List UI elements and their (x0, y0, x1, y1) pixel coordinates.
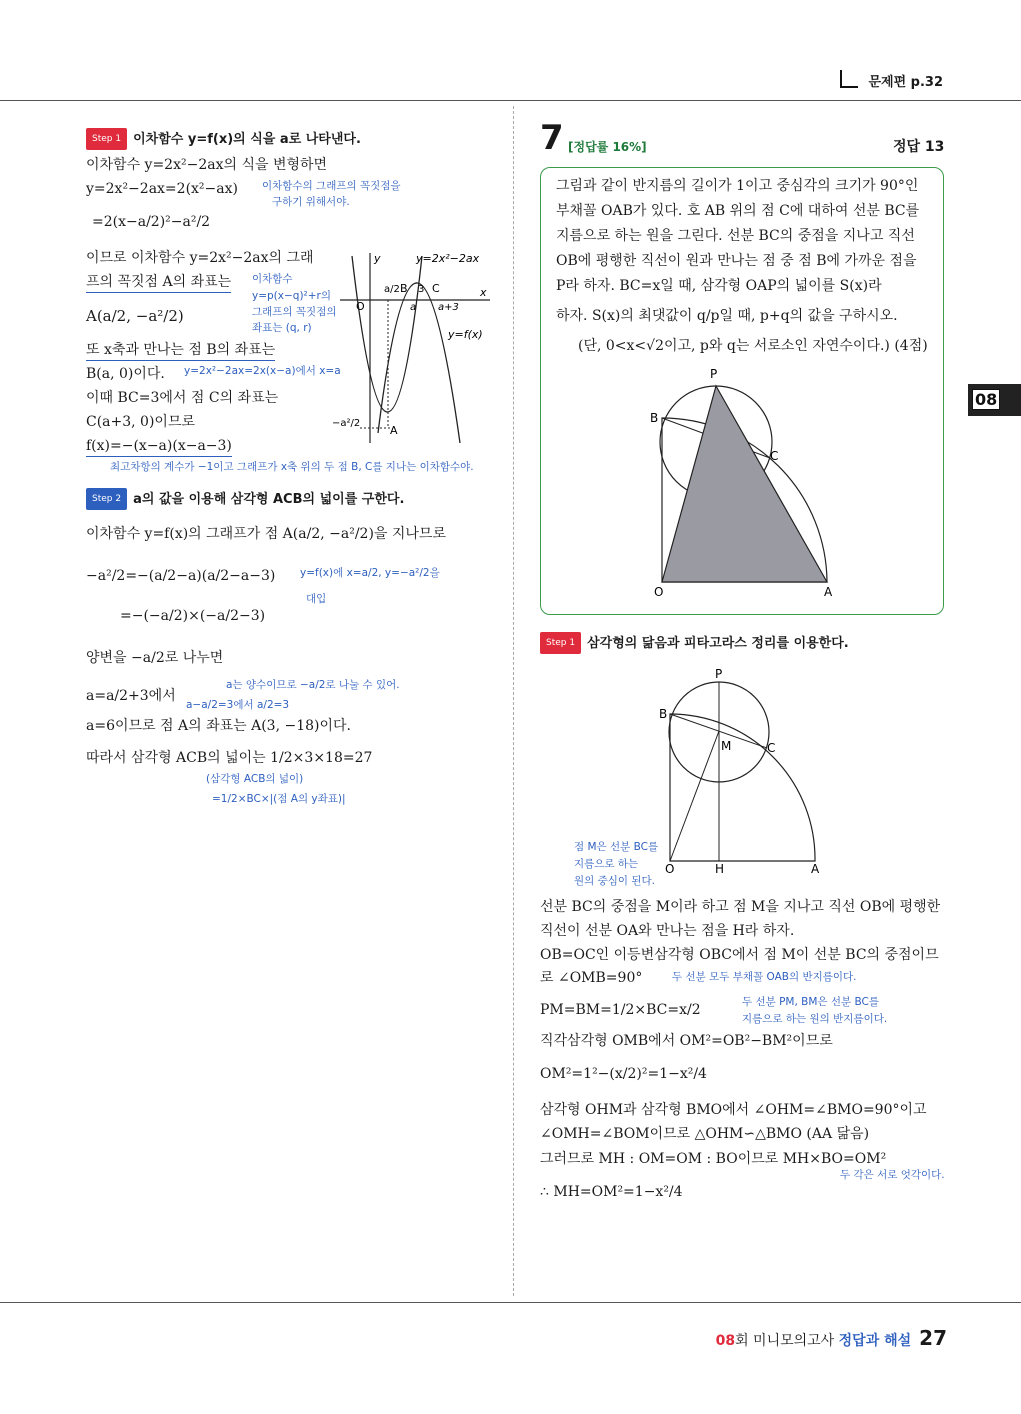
left-step1-heading (86, 128, 361, 150)
a-half-label: a/2 (384, 284, 400, 295)
math-line: 이차함수 y=f(x)의 그래프가 점 A(a/2, −a²/2)을 지나므로 (86, 526, 446, 542)
math-line: 양변을 −a/2로 나누면 (86, 650, 224, 666)
step-badge: Step 2 (86, 488, 127, 510)
problem-line: 지름으로 하는 원을 그린다. 선분 BC의 중점을 지나고 직선 (556, 228, 915, 244)
math-line: 그러므로 MH : OM=OM : BO이므로 MH×BO=OM² (540, 1151, 887, 1167)
math-line: PM=BM=1/2×BC=x/2 (540, 1002, 701, 1018)
math-line: f(x)=−(x−a)(x−a−3) (86, 436, 232, 457)
math-line: −a²/2=−(a/2−a)(a/2−a−3) (86, 568, 276, 584)
math-line: a=6이므로 점 A의 좌표는 A(3, −18)이다. (86, 718, 351, 734)
math-line: 선분 BC의 중점을 M이라 하고 점 M을 지나고 직선 OB에 평행한 (540, 899, 941, 915)
annotation: 지름으로 하는 (574, 858, 639, 870)
triangle-oap (662, 386, 827, 582)
math-line: 직각삼각형 OMB에서 OM²=OB²−BM²이므로 (540, 1033, 833, 1049)
annotation: (삼각형 ACB의 넓이) (206, 773, 304, 785)
section-reference: 문제편 p.32 (840, 70, 943, 90)
problem-figure (640, 362, 860, 602)
curve1-label: y=2x²−2ax (416, 252, 480, 265)
annotation: 이차함수 (252, 273, 293, 285)
label-a: A (811, 862, 820, 876)
math-line: C(a+3, 0)이므로 (86, 414, 195, 430)
problem-line: 그림과 같이 반지름의 길이가 1이고 중심각의 크기가 90°인 (556, 178, 919, 194)
annotation: =1/2×BC×|(점 A의 y좌표)| (212, 793, 346, 805)
annotation: 이차함수의 그래프의 꼭짓점을 (262, 180, 401, 192)
annotation: 좌표는 (q, r) (252, 322, 312, 334)
math-line: A(a/2, −a²/2) (86, 307, 184, 325)
column-divider (513, 106, 514, 1296)
math-line: OM²=1²−(x/2)²=1−x²/4 (540, 1066, 707, 1082)
answer-label: 정답 13 (893, 139, 945, 155)
label-b: B (650, 411, 659, 425)
x-label: x (480, 286, 487, 299)
curve-y-2x2 (352, 256, 425, 412)
annotation: a−a/2=3에서 a/2=3 (186, 699, 290, 711)
annotation: y=p(x−q)²+r의 (252, 290, 332, 302)
annotation: 구하기 위해서야. (272, 196, 350, 208)
label-p: P (710, 367, 718, 381)
step-title: 삼각형의 닮음과 피타고라스 정리를 이용한다. (587, 636, 849, 651)
math-line: 직선이 선분 OA와 만나는 점을 H라 하자. (540, 923, 795, 939)
math-line: 따라서 삼각형 ACB의 넓이는 1/2×3×18=27 (86, 750, 373, 766)
annotation: 지름으로 하는 원의 반지름이다. (742, 1013, 888, 1025)
math-line: =2(x−a/2)²−a²/2 (92, 214, 211, 230)
parabola-graph (330, 248, 500, 448)
label-b: B (659, 707, 668, 721)
label-m: M (721, 739, 732, 753)
annotation: 점 M은 선분 BC를 (574, 841, 659, 853)
label-o: O (654, 585, 664, 599)
label-c: C (767, 741, 776, 755)
problem-line: 부채꼴 OAB가 있다. 호 AB 위의 점 C에 대하여 선분 BC를 (556, 203, 920, 219)
a-label: a (410, 302, 417, 313)
math-line: 로 ∠OMB=90° (540, 970, 643, 986)
point-b-label: B (400, 282, 408, 295)
annotation: 대입 (306, 593, 327, 605)
math-line: ∠OMH=∠BOM이므로 △OHM∽△BMO (AA 닮음) (540, 1126, 870, 1142)
math-line: =−(−a/2)×(−a/2−3) (120, 608, 266, 624)
math-line: B(a, 0)이다. (86, 366, 165, 382)
problem-line: P라 하자. BC=x일 때, 삼각형 OAP의 넓이를 S(x)라 (556, 278, 882, 294)
page-footer: 08회 미니모의고사 정답과 해설 27 (715, 1326, 947, 1350)
problem-line: 하자. S(x)의 최댓값이 q/p일 때, p+q의 값을 구하시오. (556, 308, 898, 324)
solution-figure (655, 666, 835, 880)
step-title: a의 값을 이용해 삼각형 ACB의 넓이를 구한다. (133, 492, 405, 507)
annotation: 두 선분 모두 부채꼴 OAB의 반지름이다. (672, 971, 857, 983)
right-step1-heading (540, 632, 849, 654)
annotation: y=f(x)에 x=a/2, y=−a²/2을 (300, 567, 440, 579)
step-badge: Step 1 (540, 632, 581, 654)
problem-line: OB에 평행한 직선이 원과 만나는 점 중 점 B에 가까운 점을 (556, 253, 917, 269)
math-line: 이때 BC=3에서 점 C의 좌표는 (86, 390, 279, 406)
annotation: 두 각은 서로 엇각이다. (840, 1169, 945, 1181)
label-c: C (770, 449, 779, 463)
math-line: ∴ MH=OM²=1−x²/4 (540, 1184, 683, 1200)
chapter-tab: 08 (968, 384, 1021, 416)
vertex-a-label: A (390, 424, 398, 437)
label-p: P (715, 667, 723, 681)
math-line: 삼각형 OHM과 삼각형 BMO에서 ∠OHM=∠BMO=90°이고 (540, 1102, 927, 1118)
step-badge: Step 1 (86, 128, 127, 150)
annotation: 최고차항의 계수가 −1이고 그래프가 x축 위의 두 점 B, C를 지나는 이차함수야. (110, 461, 474, 473)
math-line: y=2x²−2ax=2(x²−ax) (86, 181, 238, 197)
math-line: a=a/2+3에서 (86, 688, 176, 704)
label-o: O (665, 862, 675, 876)
step-title: 이차함수 y=f(x)의 식을 a로 나타낸다. (133, 132, 361, 147)
math-line: 이므로 이차함수 y=2x²−2ax의 그래 (86, 250, 314, 266)
bc-length-label: 3 (418, 284, 425, 295)
annotation: a는 양수이므로 −a/2로 나눌 수 있어. (226, 679, 400, 691)
origin-label: O (356, 300, 365, 313)
page-number: 27 (919, 1326, 947, 1350)
problem-line: (단, 0<x<√2이고, p와 q는 서로소인 자연수이다.) (4점) (578, 338, 928, 354)
correct-rate: [정답률 16%] (568, 140, 647, 154)
a3-label: a+3 (438, 302, 459, 313)
annotation: 두 선분 PM, BM은 선분 BC를 (742, 996, 880, 1008)
math-line: 이차함수 y=2x²−2ax의 식을 변형하면 (86, 157, 328, 173)
y-label: y (374, 252, 381, 265)
math-line: 또 x축과 만나는 점 B의 좌표는 (86, 340, 275, 361)
top-rule (0, 100, 1021, 101)
point-c-label: C (432, 282, 440, 295)
label-h: H (715, 862, 725, 876)
hand-pointer-icon (840, 70, 858, 88)
vertex-y-label: −a²/2 (332, 418, 361, 429)
problem-number: 7 (540, 118, 564, 158)
label-a: A (824, 585, 833, 599)
sector-oab (670, 714, 815, 861)
annotation: 원의 중심이 된다. (574, 875, 656, 887)
math-line: 프의 꼭짓점 A의 좌표는 (86, 272, 231, 293)
annotation: y=2x²−2ax=2x(x−a)에서 x=a (184, 365, 341, 377)
curve2-label: y=f(x) (448, 328, 483, 341)
segment-om (670, 731, 719, 861)
math-line: OB=OC인 이등변삼각형 OBC에서 점 M이 선분 BC의 중점이므 (540, 947, 939, 963)
annotation: 그래프의 꼭짓점의 (252, 306, 337, 318)
bottom-rule (0, 1302, 1021, 1303)
left-step2-heading (86, 488, 404, 510)
